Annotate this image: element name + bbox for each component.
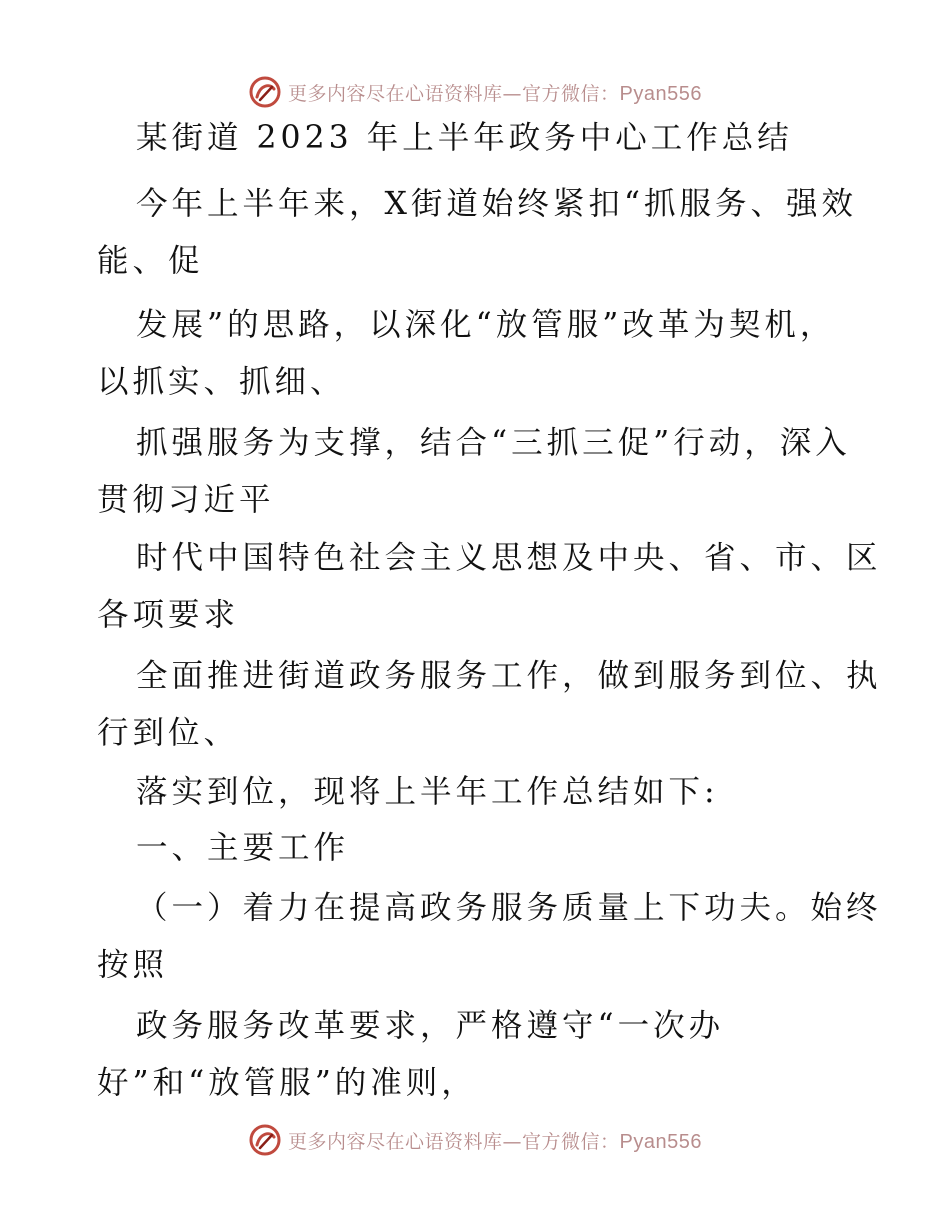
paragraph-line: 今年上半年来，X街道始终紧扣“抓服务、强效 xyxy=(136,186,858,222)
paragraph-line: 能、促 xyxy=(97,243,204,279)
paragraph-line: 全面推进街道政务服务工作，做到服务到位、执 xyxy=(136,658,882,694)
paragraph-line: 抓强服务为支撑，结合“三抓三促”行动，深入 xyxy=(136,425,851,461)
banner-text xyxy=(288,1127,702,1154)
paragraph-line: 按照 xyxy=(97,947,169,983)
document-title: 某街道 2023 年上半年政务中心工作总结 xyxy=(136,120,793,156)
banner-wechat-id: Pyan556 xyxy=(619,82,702,105)
swirl-logo-icon xyxy=(248,75,282,109)
paragraph-line: 行到位、 xyxy=(97,715,240,751)
subsection-heading: （一）着力在提高政务服务质量上下功夫。始终 xyxy=(136,890,882,926)
banner-slogan: 更多内容尽在心语资料库—官方微信： xyxy=(288,82,620,105)
paragraph-line: 各项要求 xyxy=(97,597,240,633)
paragraph-line: 贯彻习近平 xyxy=(97,482,275,518)
footer-banner xyxy=(0,1120,950,1160)
paragraph-line: 以抓实、抓细、 xyxy=(97,364,346,400)
banner-wechat-id: Pyan556 xyxy=(619,1130,702,1153)
header-banner xyxy=(0,72,950,112)
paragraph-line: 好”和“放管服”的准则， xyxy=(97,1065,477,1101)
swirl-logo-icon xyxy=(248,1123,282,1157)
banner-slogan: 更多内容尽在心语资料库—官方微信： xyxy=(288,1130,620,1153)
paragraph-line: 落实到位，现将上半年工作总结如下: xyxy=(136,774,719,810)
section-heading: 一、主要工作 xyxy=(136,830,350,866)
banner-text xyxy=(288,79,702,106)
paragraph-line: 时代中国特色社会主义思想及中央、省、市、区 xyxy=(136,540,882,576)
paragraph-line: 发展”的思路，以深化“放管服”改革为契机， xyxy=(136,307,836,343)
paragraph-line: 政务服务改革要求，严格遵守“一次办 xyxy=(136,1008,725,1044)
